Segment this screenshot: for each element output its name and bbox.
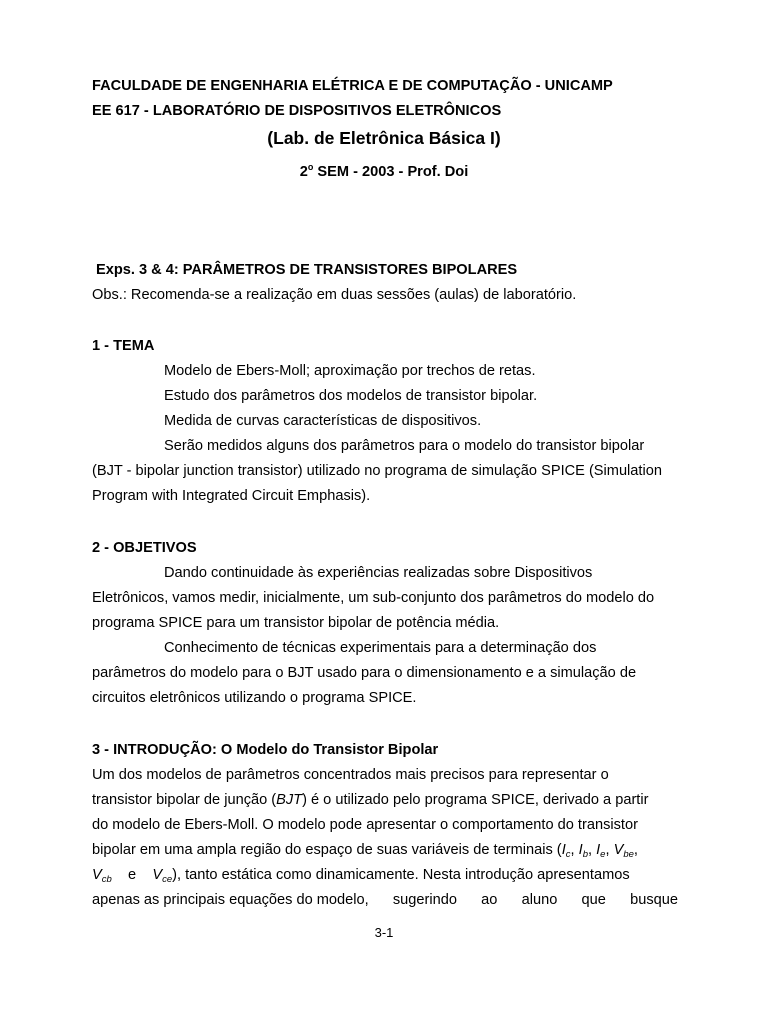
var-vce: $V_{ce}$ — [152, 867, 173, 885]
var-vcb: $V_{cb}$ — [92, 867, 112, 885]
line-6-word: apenas as principais equações do modelo, — [92, 892, 369, 908]
section-2-p1-line-2: Eletrônicos, vamos medir, inicialmente, um sub-conjunto dos parâmetros do modelo do — [92, 590, 655, 606]
section-3-line-2-a: transistor bipolar de junção ( — [92, 792, 277, 808]
section-3-line-1: Um dos modelos de parâmetros concentrados mais precisos para representar o — [92, 767, 609, 783]
section-2-p2-line-2: parâmetros do modelo para o BJT usado para o dimensionamento e a simulação de — [92, 665, 637, 681]
section-2-p1-line-3: programa SPICE para um transistor bipolar de potência média. — [92, 615, 500, 631]
section-1-item-2: Estudo dos parâmetros dos modelos de transistor bipolar. — [164, 388, 538, 404]
institution-line: FACULDADE DE ENGENHARIA ELÉTRICA E DE COMPUTAÇÃO - UNICAMP — [92, 78, 613, 94]
conjunction-e: e — [128, 867, 137, 883]
section-3-line-3: do modelo de Ebers-Moll. O modelo pode apresentar o comportamento do transistor — [92, 817, 638, 833]
semester-line — [0, 158, 768, 181]
section-1-paragraph-line-1: Serão medidos alguns dos parâmetros para o modelo do transistor bipolar — [164, 438, 645, 454]
semester-rest: SEM - 2003 - Prof. Doi — [313, 164, 469, 180]
section-1-paragraph-line-2: (BJT - bipolar junction transistor) utilizado no programa de simulação SPICE (Simulation — [92, 463, 662, 479]
section-3-line-2 — [92, 791, 678, 809]
semester-number: 2 — [299, 164, 308, 180]
section-3-line-5-rest: ), tanto estática como dinamicamente. Nesta introdução apresentamos — [172, 867, 630, 883]
section-2-p2-line-3: circuitos eletrônicos utilizando o programa SPICE. — [92, 690, 417, 706]
section-3-line-2-c: ) é o utilizado pelo programa SPICE, derivado a partir — [302, 792, 649, 808]
course-line: EE 617 - LABORATÓRIO DE DISPOSITIVOS ELETRÔNICOS — [92, 103, 502, 119]
line-6-word: sugerindo — [392, 892, 457, 908]
var-ie: $I_e$ — [596, 842, 606, 860]
var-ic: $I_c$ — [561, 842, 571, 860]
line-6-word: busque — [630, 892, 678, 908]
line-6-word: aluno — [521, 892, 558, 908]
section-3-heading: 3 - INTRODUÇÃO: O Modelo do Transistor Bipolar — [92, 742, 439, 758]
section-2-heading: 2 - OBJETIVOS — [92, 540, 197, 556]
section-1-item-1: Modelo de Ebers-Moll; aproximação por trechos de retas. — [164, 363, 536, 379]
document-subtitle: (Lab. de Eletrônica Básica I) — [267, 128, 501, 148]
section-2-p2-line-1: Conhecimento de técnicas experimentais para a determinação dos — [164, 640, 597, 656]
experiment-title: Exps. 3 & 4: PARÂMETROS DE TRANSISTORES BIPOLARES — [96, 262, 518, 278]
section-1-paragraph-line-3: Program with Integrated Circuit Emphasis). — [92, 488, 371, 504]
bjt-term: BJT — [276, 792, 303, 808]
line-6-word: que — [581, 892, 606, 908]
semester-ordinal: o — [307, 162, 314, 172]
section-1-heading: 1 - TEMA — [92, 338, 155, 354]
section-3-line-6 — [92, 891, 678, 909]
section-3-line-4: bipolar em uma ampla região do espaço de suas variáveis de terminais ($I_c$, $I_b$, $I_e$, $V_{be}$, — [92, 842, 638, 860]
experiment-obs: Obs.: Recomenda-se a realização em duas sessões (aulas) de laboratório. — [92, 287, 577, 303]
section-2-p1-line-1: Dando continuidade às experiências realizadas sobre Dispositivos — [164, 565, 593, 581]
var-vbe: $V_{be}$ — [613, 842, 634, 860]
section-3-line-4-a: bipolar em uma ampla região do espaço de suas variáveis de terminais ( — [92, 842, 562, 858]
section-1-item-3: Medida de curvas características de dispositivos. — [164, 413, 482, 429]
page-number: 3-1 — [374, 925, 394, 940]
section-3-line-5 — [92, 866, 678, 889]
var-ib: $I_b$ — [578, 842, 588, 860]
line-6-word: ao — [481, 892, 498, 908]
